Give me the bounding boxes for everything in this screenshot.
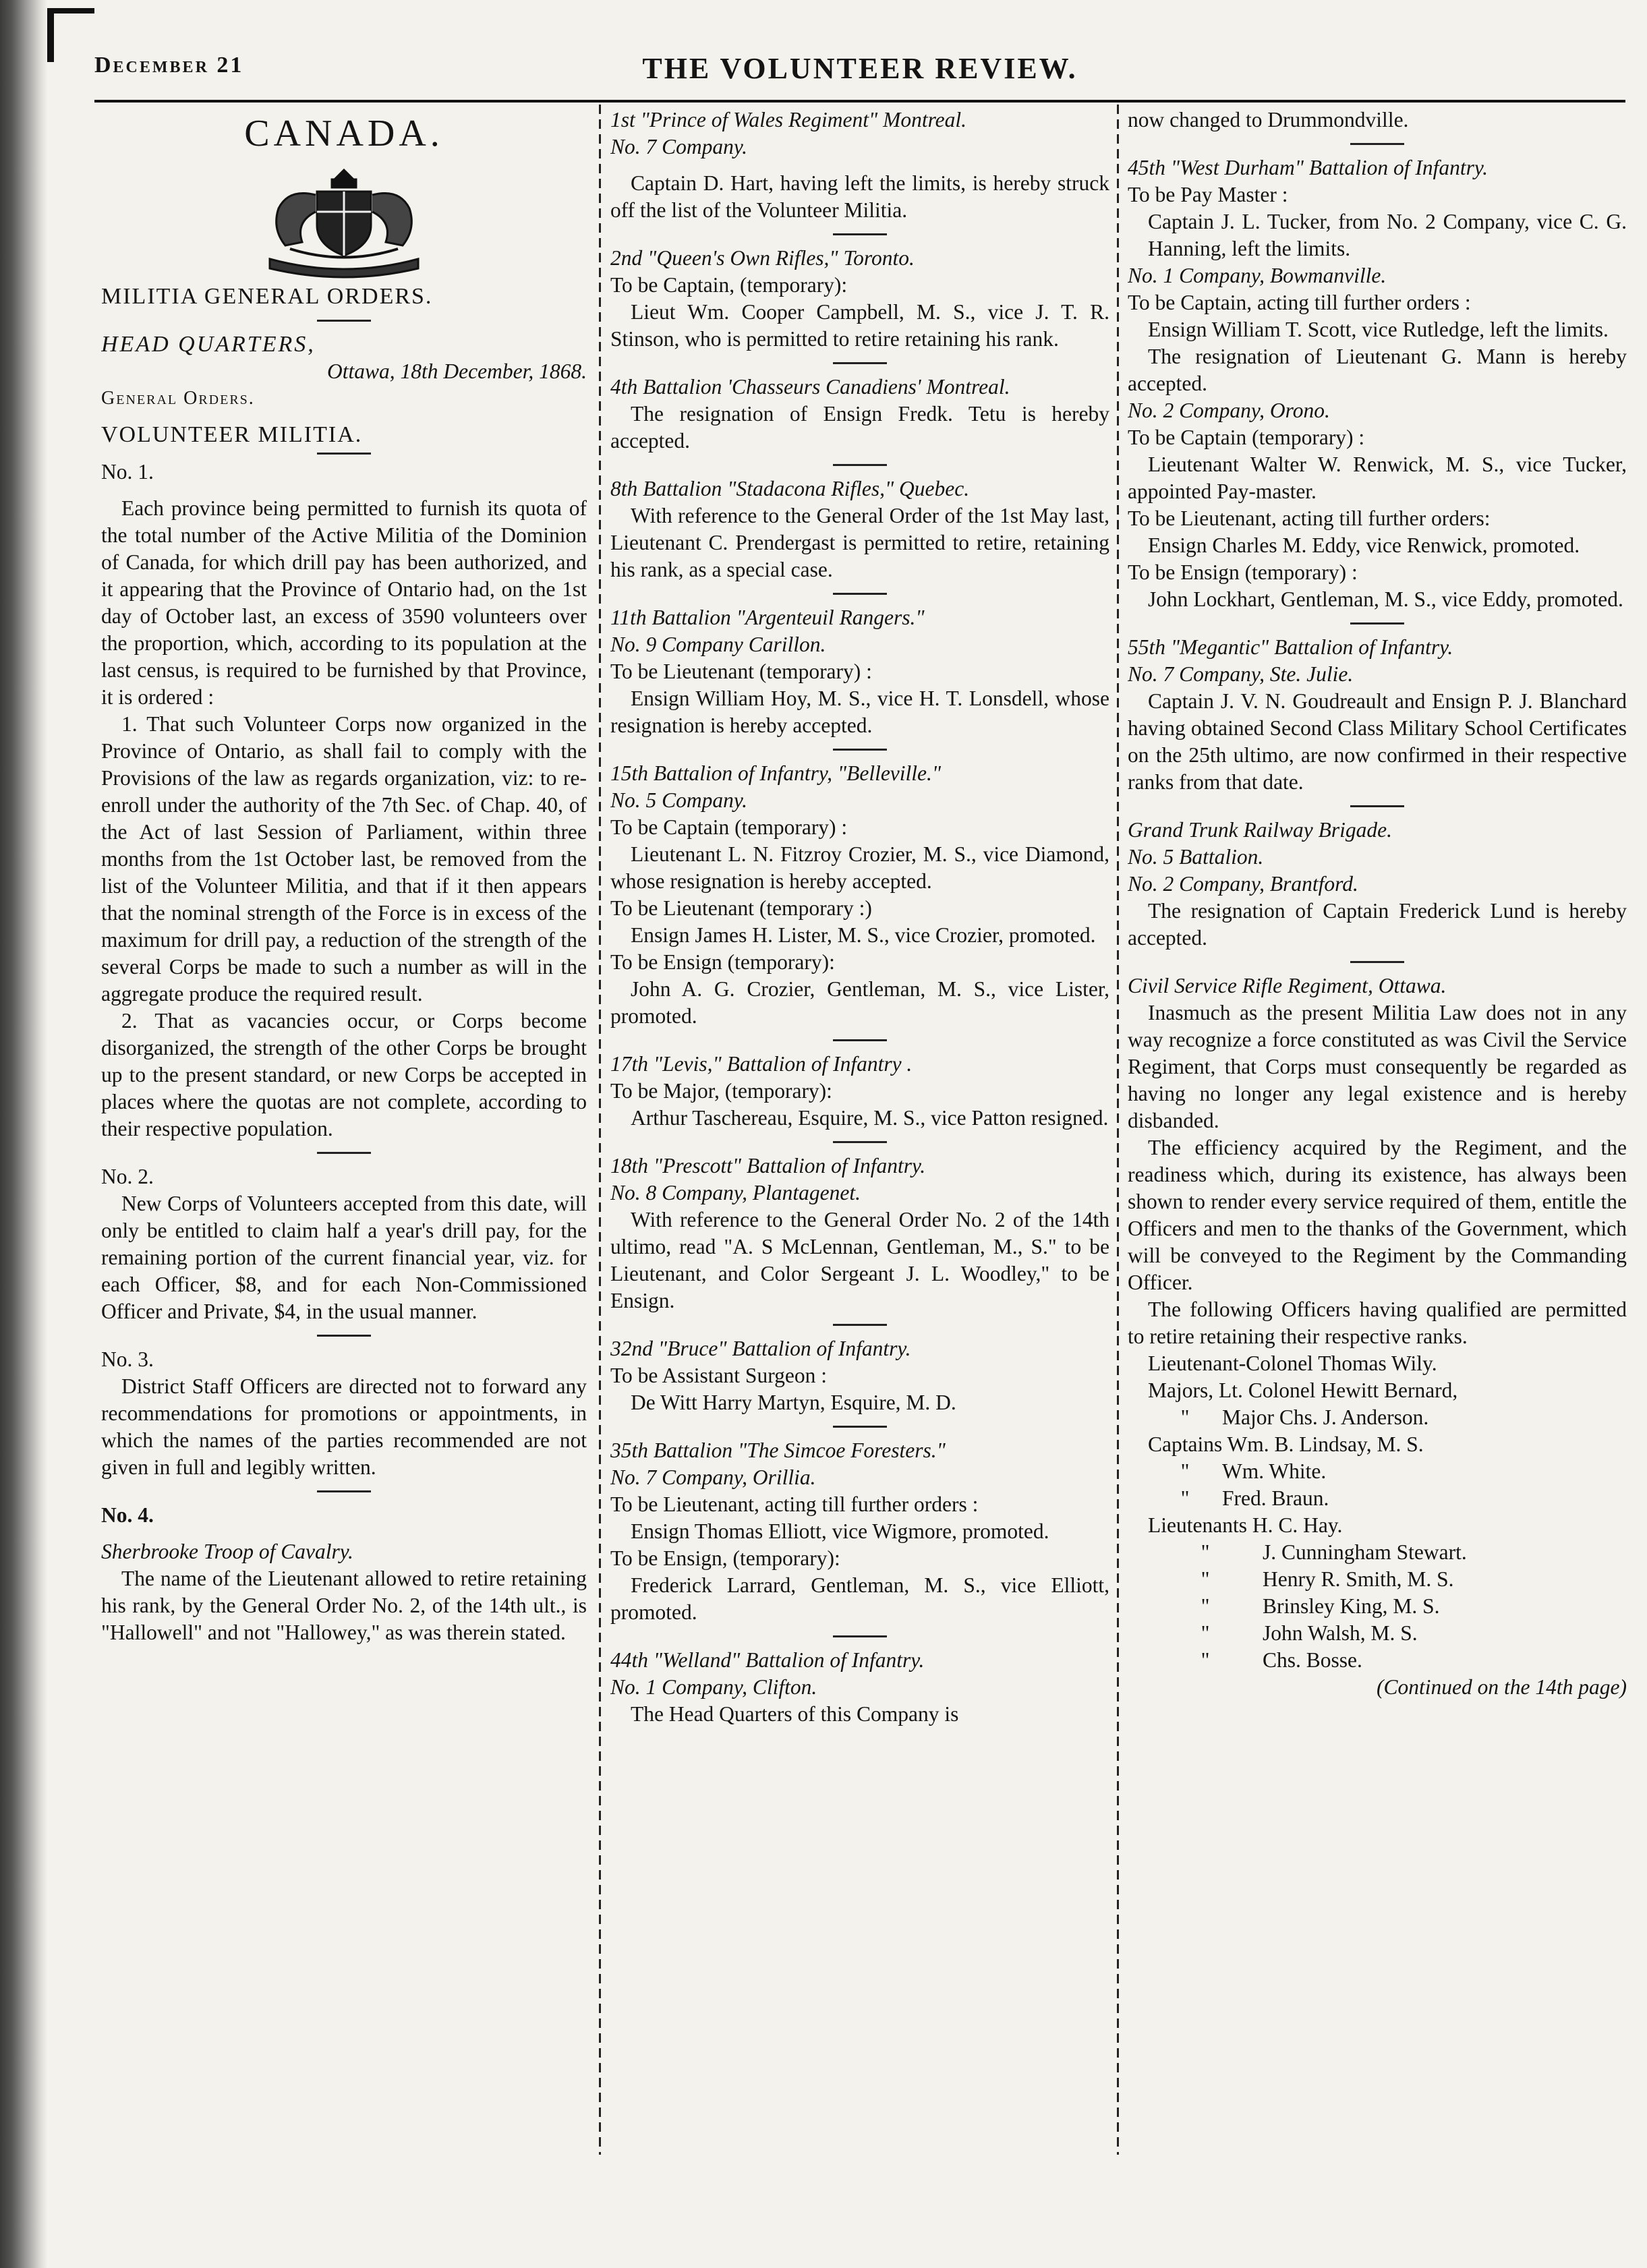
list-item: Captains Wm. B. Lindsay, M. S. (1148, 1432, 1424, 1456)
continued-note: (Continued on the 14th page) (1377, 1675, 1627, 1699)
order-number: No. 3. (101, 1347, 154, 1371)
list-item-name: Brinsley King, M. S. (1263, 1594, 1440, 1618)
order-paragraph: John A. G. Crozier, Gentleman, M. S., vice Lister, promoted. (610, 977, 1109, 1028)
order-paragraph: Ensign Thomas Elliott, vice Wigmore, promoted. (631, 1519, 1049, 1543)
order-paragraph: The efficiency acquired by the Regiment, and the readiness which, during its existence, has always been shown to render every service required of them, entitle the Officers and men to the thanks of the Government, which will be conveyed to the Regiment by the Commanding Officer. (1128, 1136, 1627, 1294)
list-item: Lieutenant-Colonel Thomas Wily. (1148, 1351, 1437, 1375)
subsection-heading: 2nd "Queen's Own Rifles," Toronto. (610, 246, 915, 270)
separator (317, 1490, 371, 1492)
subsection-heading: 4th Battalion 'Chasseurs Canadiens' Montreal. (610, 375, 1010, 399)
separator (833, 1141, 887, 1143)
list-item (1128, 1566, 1627, 1593)
ditto-mark: " (1180, 1486, 1190, 1510)
ditto-mark: " (1201, 1567, 1210, 1591)
ditto-mark: " (1201, 1621, 1210, 1645)
volunteer-militia-heading: VOLUNTEER MILITIA. (101, 422, 363, 447)
ditto-mark: " (1201, 1648, 1210, 1672)
page-binding-edge (0, 0, 47, 2268)
column-2 (610, 107, 1109, 2153)
subsection-subheading: No. 5 Company. (610, 788, 748, 812)
order-paragraph: With reference to the General Order No. 2 of the 14th ultimo, read "A. S McLennan, Gentleman, M., S." to be Lieutenant, and Color Sergeant J. L. Woodley," to be Ensign. (610, 1208, 1109, 1312)
appointment-line: To be Lieutenant (temporary :) (610, 896, 872, 920)
place-date: Ottawa, 18th December, 1868. (327, 359, 587, 383)
separator (1350, 961, 1404, 963)
section-title: CANADA. (244, 113, 444, 154)
order-paragraph: The resignation of Ensign Fredk. Tetu is hereby accepted. (610, 402, 1109, 453)
subsection-heading: 44th "Welland" Battalion of Infantry. (610, 1648, 925, 1672)
ditto-mark: " (1180, 1459, 1190, 1483)
subsection-heading: 17th "Levis," Battalion of Infantry . (610, 1052, 913, 1076)
order-paragraph: 1. That such Volunteer Corps now organized in the Province of Ontario, as shall fail to comply with the Provisions of the law as regards organization, viz: to re-enroll under the authority of the 7th Sec. of Chap. 40, of the Act of last Session of Parliament, within three months from the 1st October last, be removed from the list of the Volunteer Militia, and that if it then appears that the nominal strength of the Force is in excess of the maximum for drill pay, a reduction of the strength of the several Corps be made to such a number as will in the aggregate produce the required result. (101, 712, 587, 1006)
separator (833, 464, 887, 466)
order-paragraph: Ensign William T. Scott, vice Rutledge, left the limits. (1148, 318, 1609, 341)
general-orders-label: General Orders. (101, 388, 255, 409)
separator (833, 233, 887, 235)
masthead: THE VOLUNTEER REVIEW. (642, 52, 1078, 85)
separator (833, 362, 887, 364)
list-item-name: Major Chs. J. Anderson. (1222, 1405, 1429, 1429)
separator (317, 453, 371, 455)
orders-title: MILITIA GENERAL ORDERS. (101, 284, 433, 309)
appointment-line: To be Ensign (temporary): (610, 950, 835, 974)
subsection-heading: 8th Battalion "Stadacona Rifles," Quebec. (610, 477, 970, 500)
separator (317, 1335, 371, 1337)
subsection-subheading: No. 7 Company, Orillia. (610, 1465, 816, 1489)
subsection-subheading: No. 7 Company, Ste. Julie. (1128, 662, 1354, 686)
order-paragraph: Ensign Charles M. Eddy, vice Renwick, promoted. (1148, 533, 1580, 557)
order-paragraph: Captain J. V. N. Goudreault and Ensign P. J. Blanchard having obtained Second Class Military School Certificates on the 25th ultimo, are now confirmed in their respective ranks from that date. (1128, 689, 1627, 794)
appointment-line: To be Pay Master : (1128, 183, 1288, 206)
order-paragraph: Arthur Taschereau, Esquire, M. S., vice Patton resigned. (631, 1106, 1109, 1130)
order-paragraph: New Corps of Volunteers accepted from this date, will only be entitled to claim half a year's drill pay, for the remaining portion of the current financial year, viz. for each Officer, $8, and for each Non-Commissioned Officer and Private, $4, in the usual manner. (101, 1192, 587, 1323)
order-number: No. 2. (101, 1165, 154, 1188)
separator (1350, 622, 1404, 624)
subsection-subheading: No. 5 Battalion. (1128, 845, 1264, 869)
ditto-mark: " (1201, 1594, 1210, 1618)
list-item-name: Wm. White. (1222, 1459, 1327, 1483)
appointment-line: To be Captain, (temporary): (610, 273, 848, 297)
appointment-line: To be Ensign (temporary) : (1128, 560, 1358, 584)
subsection-heading: 11th Battalion "Argenteuil Rangers." (610, 606, 925, 629)
appointment-line: To be Lieutenant, acting till further orders: (1128, 506, 1491, 530)
appointment-line: To be Captain (temporary) : (1128, 426, 1365, 449)
order-paragraph: De Witt Harry Martyn, Esquire, M. D. (631, 1391, 956, 1414)
order-paragraph: Each province being permitted to furnish its quota of the total number of the Active Militia of the Dominion of Canada, for which drill pay has been authorized, and it appearing that the Province of Ontario had, on the 1st day of October last, an excess of 3590 volunteers over the proportion, which, according to its population at the last census, is required to be furnished by that Province, it is ordered : (101, 496, 587, 709)
subsection-heading: 32nd "Bruce" Battalion of Infantry. (610, 1337, 911, 1360)
order-paragraph: Lieut Wm. Cooper Campbell, M. S., vice J. T. R. Stinson, who is permitted to retire retaining his rank. (610, 300, 1109, 351)
separator (833, 749, 887, 751)
subsection-subheading: No. 1 Company, Clifton. (610, 1675, 817, 1699)
appointment-line: To be Major, (temporary): (610, 1079, 832, 1103)
order-paragraph: Lieutenant L. N. Fitzroy Crozier, M. S., vice Diamond, whose resignation is hereby accepted. (610, 842, 1109, 893)
page-date: December 21 (94, 53, 244, 78)
order-paragraph: John Lockhart, Gentleman, M. S., vice Eddy, promoted. (1148, 587, 1623, 611)
order-paragraph: Ensign James H. Lister, M. S., vice Crozier, promoted. (631, 923, 1096, 947)
separator (833, 1039, 887, 1041)
list-item (1128, 1647, 1627, 1674)
list-item-name: Chs. Bosse. (1263, 1648, 1362, 1672)
subsection-subheading: No. 8 Company, Plantagenet. (610, 1181, 861, 1204)
order-paragraph: District Staff Officers are directed not to forward any recommendations for promotions or appointments, in which the names of the parties recommended are not given in full and legibly written. (101, 1374, 587, 1479)
separator (317, 320, 371, 322)
separator (833, 1426, 887, 1428)
page-header (94, 46, 1625, 103)
subsection-subheading: No. 7 Company. (610, 135, 748, 158)
appointment-line: To be Assistant Surgeon : (610, 1364, 827, 1387)
subsection-subheading: No. 2 Company, Brantford. (1128, 872, 1358, 896)
subsection-heading: 15th Battalion of Infantry, "Belleville." (610, 761, 942, 785)
order-number: No. 1. (101, 460, 154, 484)
list-item-name: Henry R. Smith, M. S. (1263, 1567, 1454, 1591)
order-paragraph: Captain D. Hart, having left the limits, is hereby struck off the list of the Volunteer Militia. (610, 171, 1109, 222)
list-item (1128, 1485, 1627, 1512)
list-item-name: Fred. Braun. (1222, 1486, 1329, 1510)
list-item (1128, 1620, 1627, 1647)
head-quarters: HEAD QUARTERS, (101, 332, 316, 357)
order-paragraph: now changed to Drummondville. (1128, 108, 1409, 132)
column-rule (1117, 105, 1119, 2155)
appointment-line: To be Captain, acting till further orders : (1128, 291, 1471, 314)
separator (833, 1635, 887, 1637)
subsection-heading: Grand Trunk Railway Brigade. (1128, 818, 1392, 842)
corner-mark (47, 8, 54, 62)
subsection-subheading: No. 1 Company, Bowmanville. (1128, 264, 1387, 287)
list-item (1128, 1539, 1627, 1566)
order-paragraph: The Head Quarters of this Company is (631, 1702, 959, 1726)
order-paragraph: 2. That as vacancies occur, or Corps become disorganized, the strength of the other Corps be brought up to the present standard, or new Corps be accepted in places where the quotas are not complete, according to their respective population. (101, 1009, 587, 1140)
list-item-name: John Walsh, M. S. (1263, 1621, 1418, 1645)
list-item (1128, 1458, 1627, 1485)
officer-list (1128, 1350, 1627, 1674)
appointment-line: To be Lieutenant (temporary) : (610, 660, 872, 683)
order-paragraph: The name of the Lieutenant allowed to retire retaining his rank, by the General Order No. 2, of the 14th ult., is "Hallowell" and not "Hallowey," as was therein stated. (101, 1567, 587, 1644)
separator (1350, 805, 1404, 807)
subsection-heading: 18th "Prescott" Battalion of Infantry. (610, 1154, 926, 1177)
order-paragraph: The resignation of Lieutenant G. Mann is hereby accepted. (1128, 345, 1627, 395)
list-item: Majors, Lt. Colonel Hewitt Bernard, (1148, 1378, 1458, 1402)
list-item (1128, 1593, 1627, 1620)
order-paragraph: The following Officers having qualified are permitted to retire retaining their respective ranks. (1128, 1298, 1627, 1348)
column-1 (101, 107, 587, 2153)
subsection-heading: 55th "Megantic" Battalion of Infantry. (1128, 635, 1453, 659)
appointment-line: To be Lieutenant, acting till further orders : (610, 1492, 979, 1516)
separator (1350, 143, 1404, 145)
list-item (1128, 1404, 1627, 1431)
order-paragraph: Inasmuch as the present Militia Law does not in any way recognize a force constituted as was Civil the Service Regiment, that Corps must consequently be regarded as having no longer any legal existence and is hereby disbanded. (1128, 1001, 1627, 1132)
order-paragraph: Lieutenant Walter W. Renwick, M. S., vice Tucker, appointed Pay-master. (1128, 453, 1627, 503)
list-item: Lieutenants H. C. Hay. (1148, 1513, 1343, 1537)
column-3 (1128, 107, 1627, 2153)
subsection-heading: 1st "Prince of Wales Regiment" Montreal. (610, 108, 967, 132)
corner-mark (47, 8, 94, 13)
order-paragraph: The resignation of Captain Frederick Lund is hereby accepted. (1128, 899, 1627, 950)
order-paragraph: Frederick Larrard, Gentleman, M. S., vice Elliott, promoted. (610, 1573, 1109, 1624)
royal-coat-of-arms-icon (243, 165, 445, 279)
separator (317, 1152, 371, 1154)
ditto-mark: " (1180, 1405, 1190, 1429)
subsection-heading: 45th "West Durham" Battalion of Infantry. (1128, 156, 1488, 179)
order-paragraph: Ensign William Hoy, M. S., vice H. T. Lonsdell, whose resignation is hereby accepted. (610, 687, 1109, 737)
ditto-mark: " (1201, 1540, 1210, 1564)
appointment-line: To be Captain (temporary) : (610, 815, 848, 839)
order-number: No. 4. (101, 1503, 154, 1527)
separator (833, 593, 887, 595)
appointment-line: To be Ensign, (temporary): (610, 1546, 840, 1570)
list-item-name: J. Cunningham Stewart. (1263, 1540, 1467, 1564)
subsection-subheading: No. 9 Company Carillon. (610, 633, 826, 656)
subsection-heading: Sherbrooke Troop of Cavalry. (101, 1540, 353, 1563)
subsection-heading: 35th Battalion "The Simcoe Foresters." (610, 1438, 946, 1462)
column-rule (599, 105, 601, 2155)
subsection-subheading: No. 2 Company, Orono. (1128, 399, 1330, 422)
subsection-heading: Civil Service Rifle Regiment, Ottawa. (1128, 974, 1447, 997)
separator (833, 1324, 887, 1326)
order-paragraph: With reference to the General Order of the 1st May last, Lieutenant C. Prendergast is permitted to retire, retaining his rank, as a special case. (610, 504, 1109, 581)
order-paragraph: Captain J. L. Tucker, from No. 2 Company, vice C. G. Hanning, left the limits. (1148, 210, 1627, 260)
